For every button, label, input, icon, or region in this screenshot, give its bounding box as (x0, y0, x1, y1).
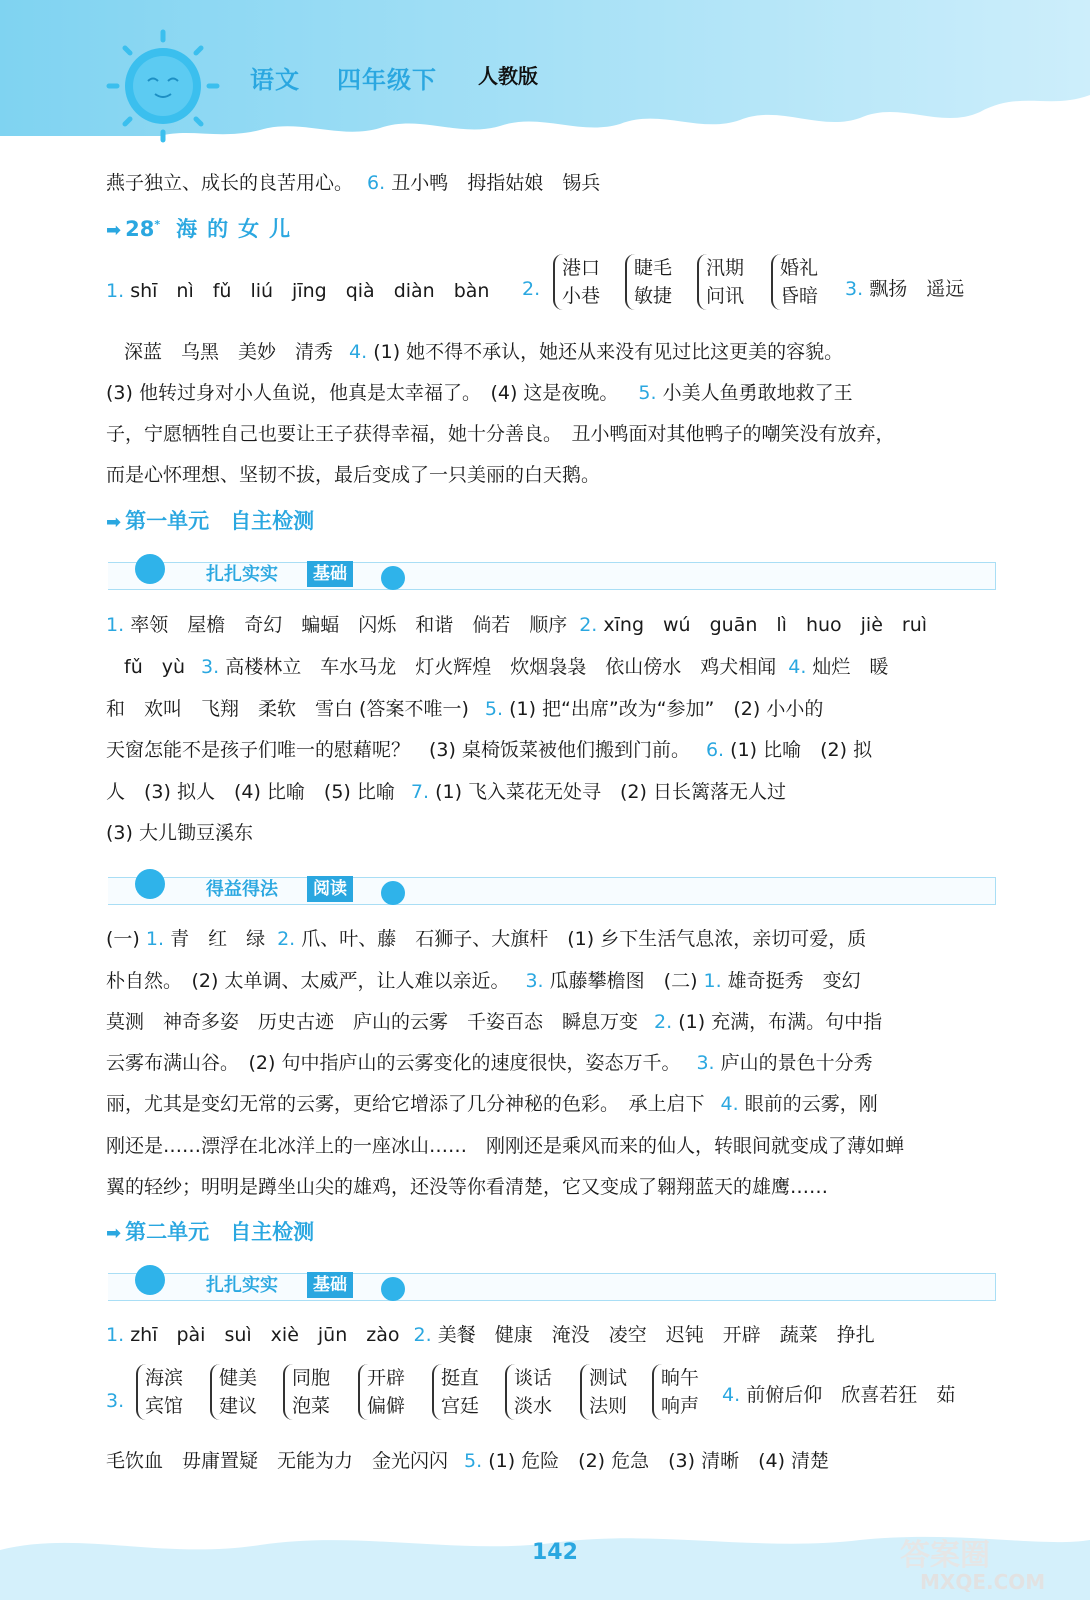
word-pair: 开辟 偏僻 (358, 1364, 405, 1420)
q-number: 2. (522, 278, 541, 300)
grade-title: 四年级下 (337, 66, 437, 94)
word-pairs (136, 1364, 716, 1424)
word-pair: 海滨 宾馆 (136, 1364, 183, 1420)
word-pair: 汛期 问讯 (697, 254, 744, 310)
arrow-icon: ➡ (106, 512, 122, 533)
answer-line: 和 欢叫 飞翔 柔软 雪白 (答案不唯一) 5. (1) 把“出席”改为“参加” (2) 小小的 (106, 698, 824, 720)
word-pair: 挺直 宫廷 (432, 1364, 479, 1420)
word-pair: 婚礼 昏暗 (771, 254, 818, 310)
answer-line: 朴自然。 (2) 太单调、太威严，让人难以亲近。 3. 瓜藤攀檐图 (二) 1. 雄奇挺秀 变幻 (106, 970, 861, 992)
word-pair: 港口 小巷 (553, 254, 600, 310)
section-bar-basics: 扎扎实实 基础 (108, 562, 996, 588)
answer-line: (3) 他转过身对小人鱼说，他真是太幸福了。 (4) 这是夜晚。 5. 小美人鱼勇敢地救了王 (106, 382, 853, 404)
answer-line: 刚还是……漂浮在北冰洋上的一座冰山…… 刚刚还是乘风而来的仙人，转眼间就变成了薄如蝉 (106, 1135, 905, 1157)
answer-line: 云雾布满山谷。 (2) 句中指庐山的云雾变化的速度很快，姿态万千。 3. 庐山的景色十分秀 (106, 1052, 873, 1074)
watermark: 答案圈 (900, 1538, 990, 1573)
answer-line: 翼的轻纱；明明是蹲坐山尖的雄鸡，还没等你看清楚，它又变成了翱翔蓝天的雄鹰…… (106, 1176, 829, 1198)
watermark: MXQE.COM (920, 1570, 1046, 1594)
unit-1-heading: ➡ 第一单元 自主检测 (106, 509, 315, 533)
answer-line: 深蓝 乌黑 美妙 清秀 4. (1) 她不得不承认，她还从来没有见过比这更美的容貌。 (124, 341, 844, 363)
answer-line: 燕子独立、成长的良苦用心。 6. 丑小鸭 拇指姑娘 锡兵 (106, 172, 601, 194)
answer-line: 3. 飘扬 遥远 (845, 278, 965, 300)
answer-line: 丽，尤其是变幻无常的云雾，更给它增添了几分神秘的色彩。 承上启下 4. 眼前的云雾，刚 (106, 1093, 878, 1115)
answer-line: (一) 1. 青 红 绿 2. 爪、叶、藤 石狮子、大旗杆 (1) 乡下生活气息浓，亲切可爱，质 (106, 928, 867, 950)
word-pair: 睫毛 敏捷 (625, 254, 672, 310)
word-pair: 测试 法则 (580, 1364, 627, 1420)
word-pair: 晌午 响声 (652, 1364, 699, 1420)
answer-line: 子，宁愿牺牲自己也要让王子获得幸福，她十分善良。 丑小鸭面对其他鸭子的嘲笑没有放弃， (106, 423, 895, 445)
unit-2-heading: ➡ 第二单元 自主检测 (106, 1220, 315, 1244)
answer-line: 1. zhī pài suì xiè jūn zào 2. 美餐 健康 淹没 凌空 迟钝 开辟 蔬菜 挣扎 (106, 1324, 875, 1346)
sun-icon (103, 26, 223, 146)
page-number: 142 (532, 1540, 578, 1565)
answer-line: (3) 大儿锄豆溪东 (106, 822, 253, 844)
arrow-icon: ➡ (106, 220, 122, 241)
answer-line: 天窗怎能不是孩子们唯一的慰藉呢？ (3) 桌椅饭菜被他们搬到门前。 6. (1) 比喻 (2) 拟 (106, 739, 873, 761)
edition-title: 人教版 (478, 64, 538, 88)
answer-line: 4. 前俯后仰 欣喜若狂 茹 (722, 1384, 956, 1406)
word-pair: 谈话 淡水 (505, 1364, 552, 1420)
answer-line: 莫测 神奇多姿 历史古迹 庐山的云雾 千姿百态 瞬息万变 2. (1) 充满，布满。句中指 (106, 1011, 883, 1033)
section-bar-basics: 扎扎实实 基础 (108, 1273, 996, 1299)
answer-line: 人 (3) 拟人 (4) 比喻 (5) 比喻 7. (1) 飞入菜花无处寻 (2) 日长篱落无人过 (106, 781, 786, 803)
answer-line: 而是心怀理想、坚韧不拔，最后变成了一只美丽的白天鹅。 (106, 464, 601, 486)
q-number: 3. (106, 1390, 125, 1412)
answer-line: 1. 率领 屋檐 奇幻 蝙蝠 闪烁 和谐 倘若 顺序 2. xīng wú guān lì huo jiè ruì (106, 614, 928, 636)
answer-line: 毛饮血 毋庸置疑 无能为力 金光闪闪 5. (1) 危险 (2) 危急 (3) 清晰 (4) 清楚 (106, 1450, 830, 1472)
word-pair: 同胞 泡菜 (283, 1364, 330, 1420)
page-header (0, 0, 1090, 150)
answer-line: 1. shī nì fǔ liú jīng qià diàn bàn (106, 280, 490, 302)
section-bar-reading: 得益得法 阅读 (108, 877, 996, 903)
word-pairs (553, 254, 833, 314)
lesson-28-heading: ➡ 28* 海的女儿 (106, 217, 301, 241)
answer-line: fǔ yù 3. 高楼林立 车水马龙 灯火辉煌 炊烟袅袅 依山傍水 鸡犬相闻 4. 灿烂 暖 (124, 656, 889, 678)
arrow-icon: ➡ (106, 1223, 122, 1244)
word-pair: 健美 建议 (210, 1364, 257, 1420)
subject-title: 语文 (250, 66, 300, 94)
